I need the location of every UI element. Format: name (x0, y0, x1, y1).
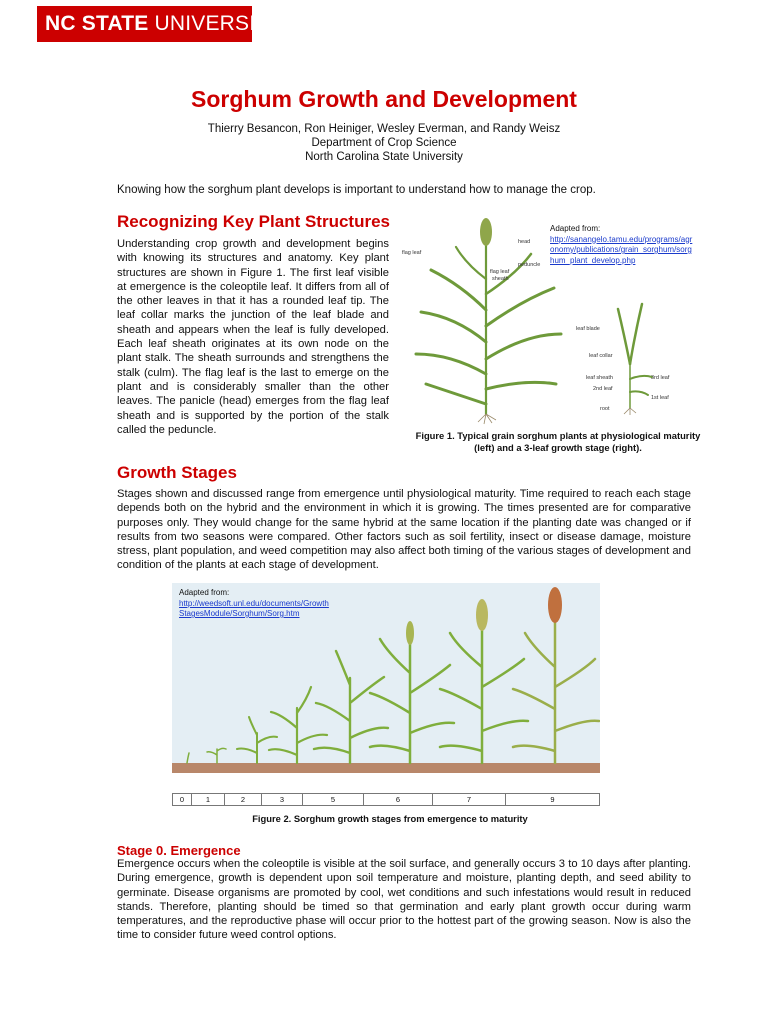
figure-2-soil (172, 763, 600, 773)
logo-light-text: UNIVERSITY (154, 12, 283, 35)
label-leaf-collar: leaf collar (589, 353, 613, 359)
figure-1-adapted-label: Adapted from: (550, 224, 601, 233)
label-peduncle: peduncle (518, 262, 541, 268)
label-1st-leaf: 1st leaf (651, 395, 669, 401)
stage-0-paragraph: Emergence occurs when the coleoptile is visible at the soil surface, and generally occurs 3 to 10 days after planting. During emergence, growth is dependent upon soil temperature and moisture, planting depth, and seed ability to germinate. Disease organisms are promoted by cool, wet conditions and such infestations would result in reduced stands. Therefore, planting should be timed so that germination and early plant growth occur during warm temperatures, and the reproductive phase will occur prior to the hottest part of the growing season. Now is also the time to consider future weed control options. (117, 858, 691, 942)
label-flag-leaf-sheath-2: sheath (492, 276, 509, 282)
three-leaf-seedling (618, 304, 652, 408)
stage-cell-6: 6 (364, 794, 433, 805)
logo-bold-text: NC STATE (45, 12, 149, 35)
label-leaf-blade: leaf blade (576, 326, 600, 332)
growth-stage-scale (172, 793, 600, 806)
department: Department of Crop Science (311, 137, 457, 149)
figure-2-caption: Figure 2. Sorghum growth stages from emergence to maturity (252, 813, 528, 824)
growth-stages-paragraph: Stages shown and discussed range from emergence until physiological maturity. Time required to reach each stage depends both on the hybrid and the environment in which it is growing. The times presented are for comparative purposes only. They would change for the same hybrid at the same location if the planting date was changed or if results from two seasons were compared. Other factors such as soil fertility, insect or disease damage, moisture stress, plant population, and weed competition may also affect both timing of the various stages of development and condition of the plants at each stage of development. (117, 488, 691, 572)
intro-text: Knowing how the sorghum plant develops is important to understand how to manage the crop. (117, 184, 596, 196)
figure-2-source-link[interactable] (179, 599, 329, 619)
stage-0-heading: Stage 0. Emergence (117, 843, 241, 858)
stage-cell-0: 0 (173, 794, 192, 805)
stage-cell-5: 5 (303, 794, 364, 805)
stage-cell-7: 7 (433, 794, 506, 805)
stage-7-head-icon (476, 599, 488, 631)
seedling-roots (624, 408, 636, 415)
figure-1 (398, 214, 708, 426)
figure-1-source (550, 224, 710, 266)
label-3rd-leaf: 3rd leaf (651, 375, 670, 381)
figure-1-caption (403, 430, 713, 454)
figure-1-url-line-2: onomy/publications/grain_sorghum/sorg (550, 245, 692, 254)
figure-2-adapted-label: Adapted from: (179, 588, 230, 597)
nc-state-logo[interactable] (37, 6, 283, 42)
figure-2-url-line-2: StagesModule/Sorghum/Sorg.htm (179, 609, 300, 618)
label-leaf-sheath: leaf sheath (586, 375, 613, 381)
label-head: head (518, 239, 531, 245)
figure-2 (172, 583, 600, 808)
university: North Carolina State University (305, 151, 463, 163)
figure-1-url-line-1: http://sanangelo.tamu.edu/programs/agr (550, 234, 693, 244)
stage-cell-9: 9 (550, 795, 555, 804)
figure-1-caption-line-1: Figure 1. Typical grain sorghum plants at physiological maturity (415, 430, 701, 441)
document-title: Sorghum Growth and Development (191, 86, 577, 112)
figure-1-url-line-3: hum_plant_develop.php (550, 255, 636, 265)
figure-2-source (179, 588, 399, 620)
figure-1-caption-line-2: (left) and a 3-leaf growth stage (right). (474, 442, 642, 453)
section-heading-growth-stages: Growth Stages (117, 463, 237, 482)
section-heading-key-structures: Recognizing Key Plant Structures (117, 212, 390, 231)
figure-2-url-line-1: http://weedsoft.unl.edu/documents/Growth (179, 598, 329, 608)
stage-cell-1: 1 (192, 794, 225, 805)
label-root: root (600, 406, 610, 412)
stage-cell-3: 3 (262, 794, 303, 805)
figure-1-source-link[interactable] (550, 235, 692, 265)
stage-6-head-icon (406, 621, 414, 645)
stage-9-head-icon (548, 587, 562, 623)
stage-cell-2: 2 (225, 794, 262, 805)
authors: Thierry Besancon, Ron Heiniger, Wesley Everman, and Randy Weisz (207, 123, 561, 135)
label-flag-leaf: flag leaf (402, 250, 422, 256)
mature-plant-roots (478, 414, 496, 424)
label-2nd-leaf: 2nd leaf (593, 386, 613, 392)
sorghum-head-icon (480, 218, 492, 246)
label-flag-leaf-sheath-1: flag leaf (490, 269, 510, 275)
key-structures-paragraph: Understanding crop growth and development begins with knowing its structures and anatomy. Key plant structures are shown in Figure 1. The first leaf visible at emergence is the coleoptile leaf. It differs from all of the other leaves in that it has a rounded leaf tip. The leaf collar marks the junction of the leaf blade and sheath and appears when the leaf is fully developed. Each leaf sheath originates at its own node on the plant stalk. The sheath surrounds and strengthens the stalk (culm). The flag leaf is the last to emerge on the plant and is considerably smaller than the other leaves. The panicle (head) emerges from the flag leaf sheath and is supported by the portion of the stalk called the peduncle. (117, 238, 389, 436)
